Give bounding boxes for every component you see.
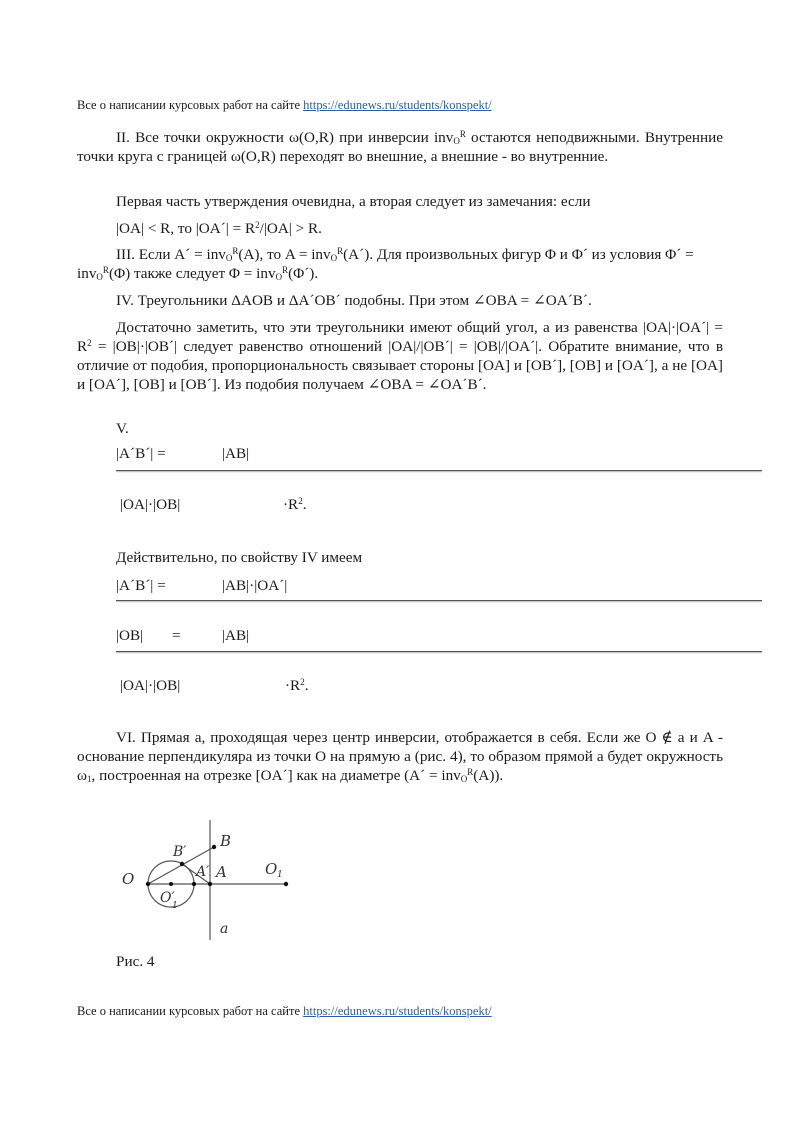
label-o1-sub: 1 <box>277 870 283 880</box>
paragraph-indeed: Действительно, по свойству IV имеем <box>116 549 363 566</box>
point-a-prime <box>192 882 196 886</box>
formula2-denominator2: |OA|·|OB| <box>120 677 181 694</box>
label-b: B <box>220 832 232 850</box>
formula1-numerator: |AB| <box>222 445 250 462</box>
point-b <box>212 845 216 849</box>
formula2-numerator2: |AB| <box>222 627 250 644</box>
paragraph-iii: III. Если A´ = inv$_O^R$(A), то A = inv$_O^R$(A´). Для произвольных фигур Φ и Φ´ из условия Φ´ = inv$_O^R$(Φ) также следует Φ = inv$_O^R$(Φ´). <box>77 246 694 282</box>
point-b-prime <box>180 862 184 866</box>
label-b-prime: B′ <box>173 844 187 860</box>
header-text: Все о написании курсовых работ на сайте <box>77 98 300 112</box>
page-header <box>77 97 492 113</box>
label-a: A <box>216 863 227 881</box>
formula1-fraction-bar <box>116 470 762 471</box>
paragraph-first-part: Первая часть утверждения очевидна, а вторая следует из замечания: если <box>116 193 591 210</box>
figure-4 <box>110 820 310 945</box>
label-o1: O <box>265 860 278 878</box>
formula2-fraction-bar2 <box>116 651 762 652</box>
item-v: V. <box>116 420 129 437</box>
formula2-lhs: |A´B´| = <box>116 577 166 594</box>
paragraph-iv: IV. Треугольники ΔAOB и ΔA´OB´ подобны. При этом ∠OBA = ∠OA´B´. <box>116 292 592 309</box>
point-o1 <box>284 882 288 886</box>
label-o-prime-sub: 1 <box>172 901 178 911</box>
inequality-line: |OA| < R, то |OA´| = $R^2/|OA| > R$. <box>116 220 322 237</box>
label-o-prime: O′ <box>160 890 175 906</box>
figure-caption: Рис. 4 <box>116 953 155 970</box>
label-a-prime: A′ <box>196 864 210 880</box>
header-link[interactable]: https://edunews.ru/students/konspekt/ <box>303 98 492 112</box>
formula1-denominator: |OA|·|OB| <box>120 496 181 513</box>
formula2-tail: $\cdot R^2$. <box>285 677 309 694</box>
footer-text: Все о написании курсовых работ на сайте <box>77 1004 300 1018</box>
formula1-tail: $\cdot R^2$. <box>283 496 307 513</box>
paragraph-vi: VI. Прямая a, проходящая через центр инверсии, отображается в себя. Если же O ∉ a и A - основание перпендикуляра из точки O на прямую a (рис. 4), то образом прямой a будет окружность $\omega_1$, построенная на отрезке [OA´] как на диаметре (A´ = inv$_O^R$(A)). <box>77 729 723 784</box>
point-a <box>208 882 212 886</box>
point-o-prime-1 <box>169 882 173 886</box>
formula2-numerator1: |AB|·|OA´| <box>222 577 288 594</box>
label-line-a: a <box>220 921 229 937</box>
paragraph-proof: Достаточно заметить, что эти треугольники имеют общий угол, а из равенства |OA|·|OA´| = $R^2$ = |OB|·|OB´| следует равенство отношений |OA|/|OB´| = |OB|/|OA´|. Обратите внимание, что в отличие от подобия, пропорциональность связывает стороны [OA] и [OB´], [OB] и [OA´], а не [OA] и [OA´], [OB] и [OB´]. Из подобия получаем ∠OBA = ∠OA´B´. <box>77 319 723 393</box>
page-footer <box>77 1003 492 1019</box>
formula2-fraction-bar1 <box>116 600 762 601</box>
footer-link[interactable]: https://edunews.ru/students/konspekt/ <box>303 1004 492 1018</box>
label-o: O <box>122 870 135 888</box>
formula1-lhs: |A´B´| = <box>116 445 166 462</box>
formula2-equals: = <box>172 627 181 644</box>
formula2-denominator1: |OB| <box>116 627 144 644</box>
paragraph-ii: II. Все точки окружности ω(O,R) при инверсии inv$_O^R$ остаются неподвижными. Внутренние точки круга с границей ω(O,R) переходят во внешние, а внешние - во внутренние. <box>77 129 723 165</box>
point-o <box>146 882 150 886</box>
